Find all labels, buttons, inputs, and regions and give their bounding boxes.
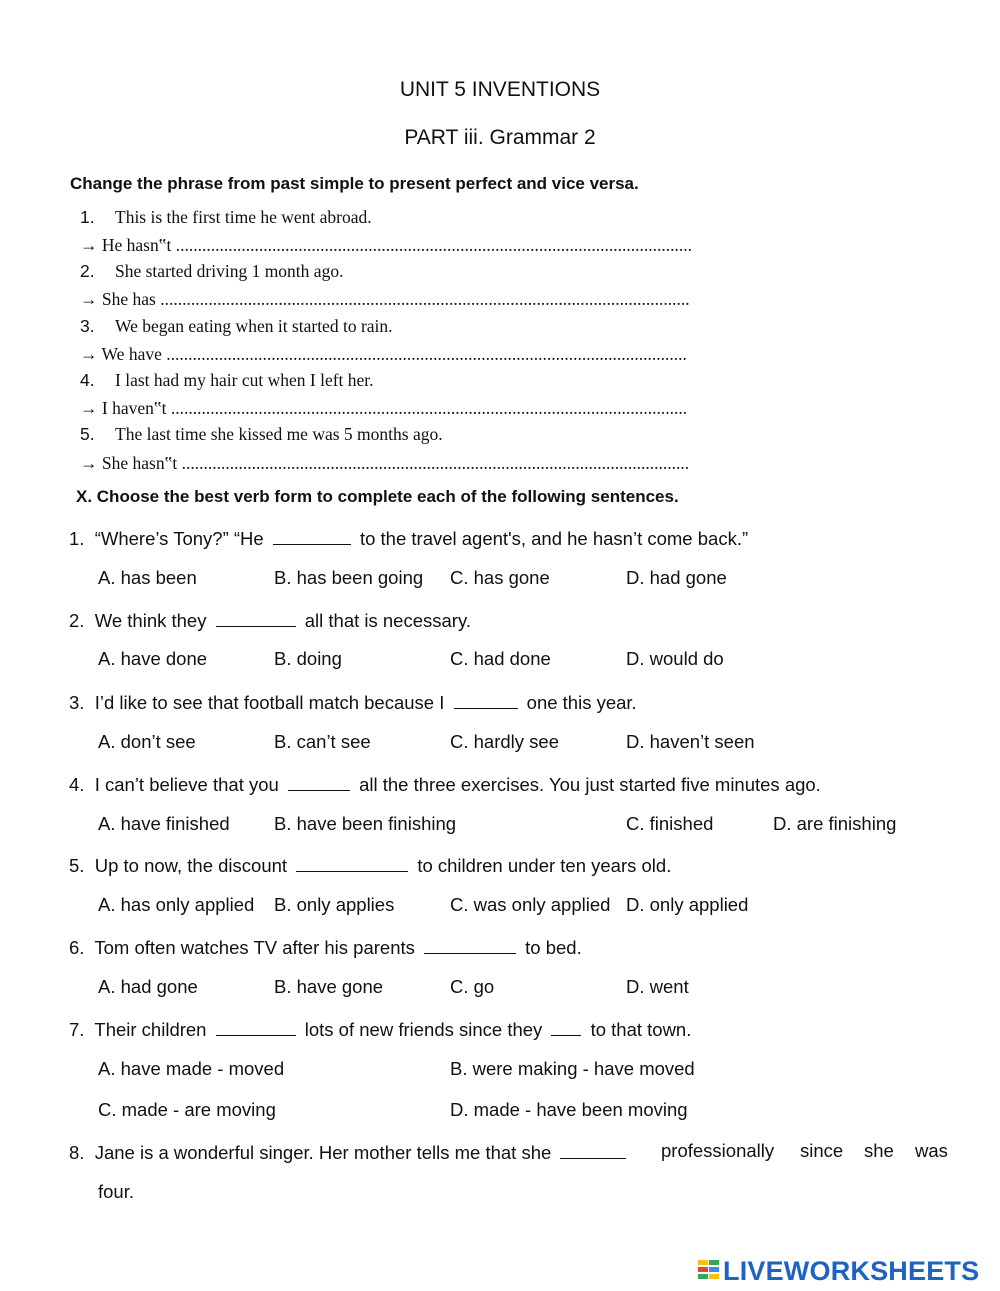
option-b[interactable]: B. were making - have moved bbox=[450, 1058, 695, 1079]
answer-prefix: → She has bbox=[80, 289, 156, 309]
page-title: UNIT 5 INVENTIONS bbox=[399, 78, 601, 101]
answer-blank[interactable] bbox=[551, 1017, 581, 1036]
question-3 bbox=[69, 690, 637, 714]
item-sentence: I last had my hair cut when I left her. bbox=[115, 370, 374, 390]
question-text-before: Tom often watches TV after his parents bbox=[94, 937, 415, 958]
option-c[interactable]: C. finished bbox=[626, 813, 714, 834]
item-sentence: She started driving 1 month ago. bbox=[115, 261, 344, 281]
answer-dots: ......................................................................................................................... bbox=[160, 289, 690, 309]
option-a[interactable]: A. has only applied bbox=[98, 894, 255, 915]
item-number: 4. bbox=[80, 370, 95, 390]
question-text-before: I can’t believe that you bbox=[94, 774, 279, 795]
question-number: 8. bbox=[69, 1142, 85, 1163]
question-5 bbox=[69, 853, 671, 877]
question-7 bbox=[69, 1017, 691, 1041]
question-text-before: Their children bbox=[94, 1019, 207, 1040]
option-d[interactable]: D. went bbox=[626, 976, 689, 997]
option-c[interactable]: C. go bbox=[450, 976, 495, 997]
question-number: 3. bbox=[69, 692, 85, 713]
question-number: 5. bbox=[69, 855, 85, 876]
answer-line[interactable] bbox=[80, 344, 687, 365]
option-c[interactable]: C. has gone bbox=[450, 567, 550, 588]
option-d[interactable]: D. haven’t seen bbox=[626, 731, 755, 752]
option-d[interactable]: D. made - have been moving bbox=[450, 1099, 688, 1120]
option-c[interactable]: C. was only applied bbox=[450, 894, 611, 915]
question-1 bbox=[69, 526, 748, 550]
question-text-before: “Where’s Tony?” “He bbox=[94, 528, 264, 549]
question-number: 6. bbox=[69, 937, 85, 958]
question-text-after: one this year. bbox=[526, 692, 637, 713]
question-2 bbox=[69, 608, 471, 632]
question-text-word: since bbox=[800, 1140, 844, 1161]
option-b[interactable]: B. has been going bbox=[274, 567, 424, 588]
item-sentence: The last time she kissed me was 5 months ago. bbox=[115, 424, 443, 444]
answer-blank[interactable] bbox=[216, 1017, 296, 1036]
option-a[interactable]: A. have finished bbox=[98, 813, 230, 834]
question-text-after: to that town. bbox=[590, 1019, 692, 1040]
question-text-after: all that is necessary. bbox=[304, 610, 471, 631]
question-text-before: Jane is a wonderful singer. Her mother tells me that she bbox=[94, 1142, 552, 1163]
question-text-word: professionally bbox=[661, 1140, 775, 1161]
answer-prefix: → He hasn‟t bbox=[80, 235, 172, 255]
question-4 bbox=[69, 772, 821, 796]
answer-line[interactable] bbox=[80, 235, 692, 256]
question-text-word: was bbox=[915, 1140, 948, 1161]
option-a[interactable]: A. have done bbox=[98, 648, 208, 669]
page-subtitle: PART iii. Grammar 2 bbox=[404, 126, 596, 149]
item-number: 5. bbox=[80, 424, 95, 444]
option-d[interactable]: D. only applied bbox=[626, 894, 749, 915]
answer-prefix: → I haven‟t bbox=[80, 398, 167, 418]
question-text-after: to bed. bbox=[525, 937, 582, 958]
question-number: 2. bbox=[69, 610, 85, 631]
logo-text: LIVEWORKSHEETS bbox=[723, 1255, 980, 1286]
item-number: 1. bbox=[80, 207, 95, 227]
answer-blank[interactable] bbox=[424, 935, 516, 954]
question-continuation: four. bbox=[98, 1181, 134, 1202]
answer-prefix: → She hasn‟t bbox=[80, 453, 178, 473]
option-a[interactable]: A. don’t see bbox=[98, 731, 196, 752]
option-c[interactable]: C. made - are moving bbox=[98, 1099, 276, 1120]
item-sentence: We began eating when it started to rain. bbox=[115, 316, 393, 336]
option-d[interactable]: D. had gone bbox=[626, 567, 727, 588]
option-b[interactable]: B. only applies bbox=[274, 894, 395, 915]
answer-blank[interactable] bbox=[296, 853, 408, 872]
question-number: 1. bbox=[69, 528, 85, 549]
answer-blank[interactable] bbox=[288, 772, 350, 791]
question-text-before: I’d like to see that football match because I bbox=[94, 692, 445, 713]
answer-line[interactable] bbox=[80, 453, 689, 474]
option-d[interactable]: D. would do bbox=[626, 648, 724, 669]
option-c[interactable]: C. had done bbox=[450, 648, 551, 669]
option-a[interactable]: A. had gone bbox=[98, 976, 198, 997]
liveworksheets-logo-icon bbox=[698, 1258, 720, 1284]
item-number: 2. bbox=[80, 261, 95, 281]
answer-prefix: → We have bbox=[80, 344, 162, 364]
answer-dots: ...................................................................................................................... bbox=[175, 235, 692, 255]
option-a[interactable]: A. have made - moved bbox=[98, 1058, 285, 1079]
question-text-before: Up to now, the discount bbox=[94, 855, 288, 876]
question-number: 7. bbox=[69, 1019, 85, 1040]
item-number: 3. bbox=[80, 316, 95, 336]
section1-instruction: Change the phrase from past simple to present perfect and vice versa. bbox=[70, 174, 639, 193]
section2-instruction: X. Choose the best verb form to complete each of the following sentences. bbox=[76, 487, 679, 506]
answer-blank[interactable] bbox=[560, 1140, 626, 1159]
question-text-after: to children under ten years old. bbox=[417, 855, 672, 876]
answer-dots: ....................................................................................................................... bbox=[166, 344, 687, 364]
answer-dots: ...................................................................................................................... bbox=[170, 398, 688, 418]
option-b[interactable]: B. have been finishing bbox=[274, 813, 457, 834]
question-text-after: to the travel agent's, and he hasn’t come back.” bbox=[359, 528, 749, 549]
option-a[interactable]: A. has been bbox=[98, 567, 197, 588]
option-b[interactable]: B. can’t see bbox=[274, 731, 371, 752]
answer-dots: .................................................................................................................... bbox=[181, 453, 690, 473]
question-6 bbox=[69, 935, 582, 959]
answer-line[interactable] bbox=[80, 398, 687, 419]
option-c[interactable]: C. hardly see bbox=[450, 731, 559, 752]
answer-blank[interactable] bbox=[216, 608, 296, 627]
question-8 bbox=[69, 1140, 630, 1164]
item-sentence: This is the first time he went abroad. bbox=[115, 207, 372, 227]
option-b[interactable]: B. doing bbox=[274, 648, 342, 669]
question-text-before: We think they bbox=[94, 610, 207, 631]
question-text-middle: lots of new friends since they bbox=[304, 1019, 543, 1040]
answer-blank[interactable] bbox=[454, 690, 518, 709]
option-d[interactable]: D. are finishing bbox=[773, 813, 897, 834]
answer-line[interactable] bbox=[80, 289, 690, 310]
question-text-after: all the three exercises. You just started five minutes ago. bbox=[359, 774, 821, 795]
option-b[interactable]: B. have gone bbox=[274, 976, 384, 997]
answer-blank[interactable] bbox=[273, 526, 351, 545]
question-number: 4. bbox=[69, 774, 85, 795]
liveworksheets-logo[interactable] bbox=[698, 1256, 979, 1286]
question-text-word: she bbox=[864, 1140, 894, 1161]
